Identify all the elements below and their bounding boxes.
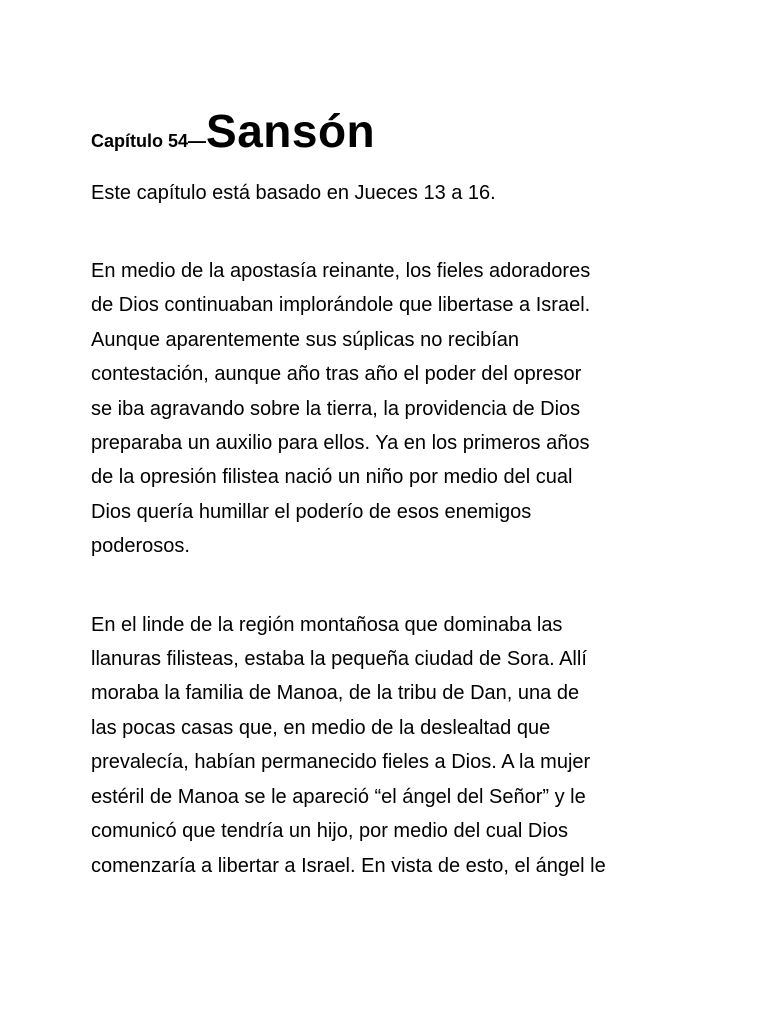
chapter-intro: Este capítulo está basado en Jueces 13 a 16. [91, 182, 496, 204]
text-line: comenzaría a libertar a Israel. En vista de esto, el ángel le [91, 854, 606, 877]
text-line: Dios quería humillar el poderío de esos enemigos [91, 500, 532, 523]
text-line: las pocas casas que, en medio de la deslealtad que [91, 716, 551, 739]
text-line: En medio de la apostasía reinante, los fieles adoradores [91, 260, 591, 282]
text-line: llanuras filisteas, estaba la pequeña ciudad de Sora. Allí [91, 648, 587, 671]
text-line: de la opresión filistea nació un niño por medio del cual [91, 466, 573, 489]
paragraph-1 [91, 254, 691, 564]
text-line: En el linde de la región montañosa que dominaba las [91, 613, 563, 636]
document-page [91, 105, 691, 883]
paragraph-2 [91, 608, 691, 883]
text-line: comunicó que tendría un hijo, por medio del cual Dios [91, 820, 568, 843]
text-line: Aunque aparentemente sus súplicas no recibían [91, 328, 520, 351]
chapter-heading [91, 105, 691, 157]
text-line: contestación, aunque año tras año el poder del opresor [91, 363, 582, 386]
text-line: prevalecía, habían permanecido fieles a Dios. A la mujer [91, 751, 591, 774]
text-line: estéril de Manoa se le apareció “el ángel del Señor” y le [91, 785, 586, 808]
chapter-title: Sansón [206, 105, 376, 157]
text-line: de Dios continuaban implorándole que libertase a Israel. [91, 294, 591, 317]
chapter-prefix: Capítulo 54— [91, 131, 207, 151]
text-line: se iba agravando sobre la tierra, la providencia de Dios [91, 397, 581, 420]
text-line: poderosos. [91, 535, 190, 558]
text-line: preparaba un auxilio para ellos. Ya en los primeros años [91, 432, 590, 455]
text-line: moraba la familia de Manoa, de la tribu de Dan, una de [91, 682, 580, 705]
